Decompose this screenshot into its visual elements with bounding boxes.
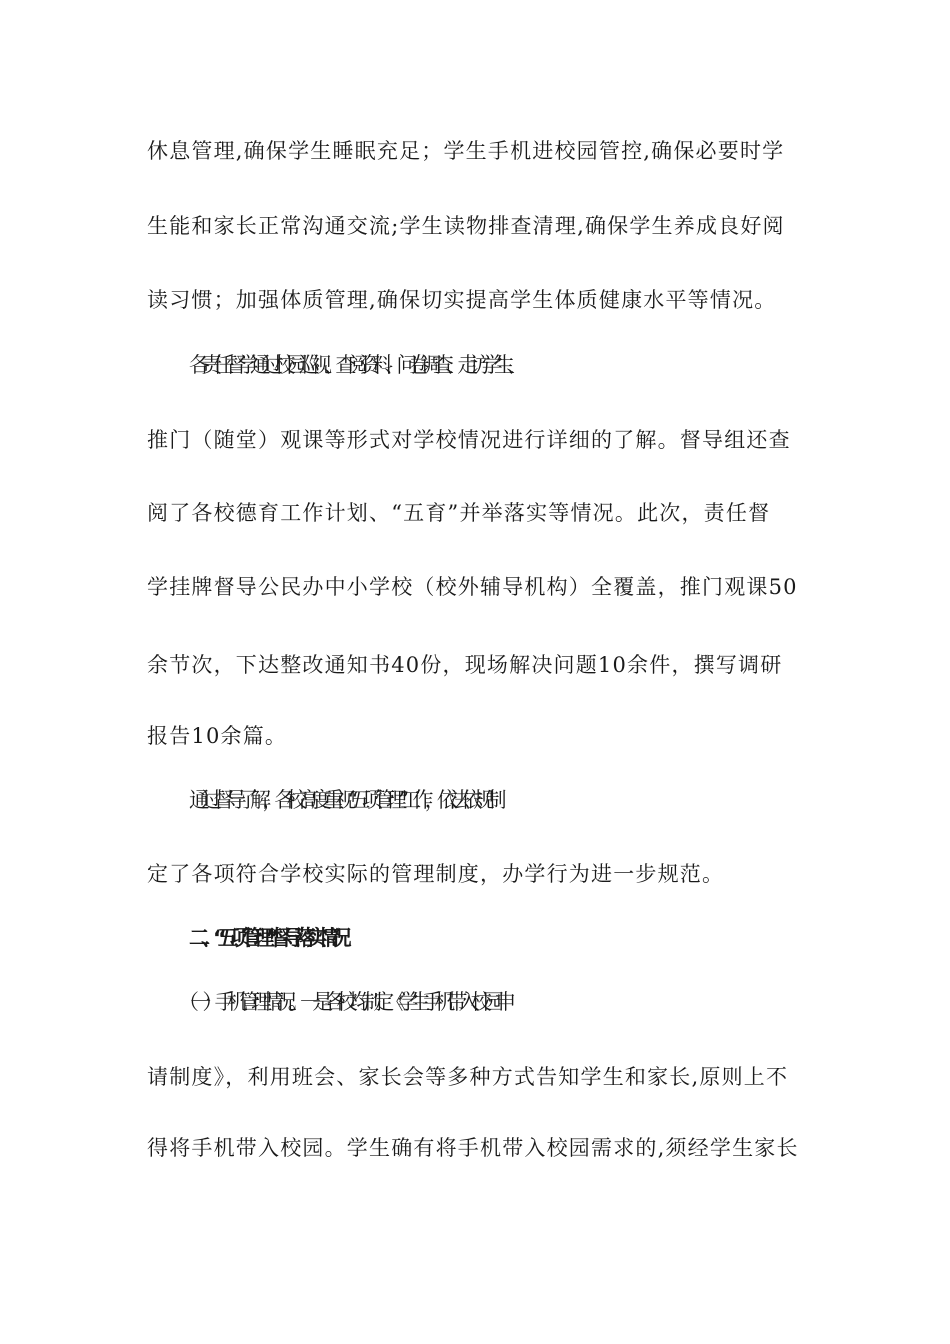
paragraph-line: （一）手机管理情况。一是各校均制定《学生手机带入校园申 — [178, 990, 508, 1014]
paragraph-line: 推门（随堂）观课等形式对学校情况进行详细的了解。督导组还查 — [147, 428, 791, 452]
paragraph-line: 读习惯；加强体质管理,确保切实提高学生体质健康水平等情况。 — [147, 288, 777, 312]
paragraph-line: 各责任督学通过校园巡视、查阅资料、问卷调查、走访学生、 — [189, 353, 519, 377]
paragraph-line: 请制度》，利用班会、家长会等多种方式告知学生和家长,原则上不 — [147, 1065, 789, 1089]
paragraph-line: 休息管理,确保学生睡眠充足；学生手机进校园管控,确保必要时学 — [147, 139, 785, 163]
paragraph-line: 阅了各校德育工作计划、“五育”并举落实等情况。此次，责任督 — [147, 501, 771, 525]
paragraph-line: 定了各项符合学校实际的管理制度，办学行为进一步规范。 — [147, 862, 725, 886]
paragraph-line: 生能和家长正常沟通交流;学生读物排查清理,确保学生养成良好阅 — [147, 214, 785, 238]
paragraph-line: 通过督导了解，各校高度重视“五项管理”工作，依法依规制 — [189, 788, 498, 812]
paragraph-line: 得将手机带入校园。学生确有将手机带入校园需求的,须经学生家长 — [147, 1136, 799, 1160]
paragraph-line: 报告10余篇。 — [147, 724, 288, 748]
section-heading: 二、“五项管理”督导落实情况 — [189, 926, 343, 950]
paragraph-line: 余节次，下达整改通知书40份，现场解决问题10余件，撰写调研 — [147, 653, 783, 677]
paragraph-line: 学挂牌督导公民办中小学校（校外辅导机构）全覆盖，推门观课50 — [147, 575, 798, 599]
